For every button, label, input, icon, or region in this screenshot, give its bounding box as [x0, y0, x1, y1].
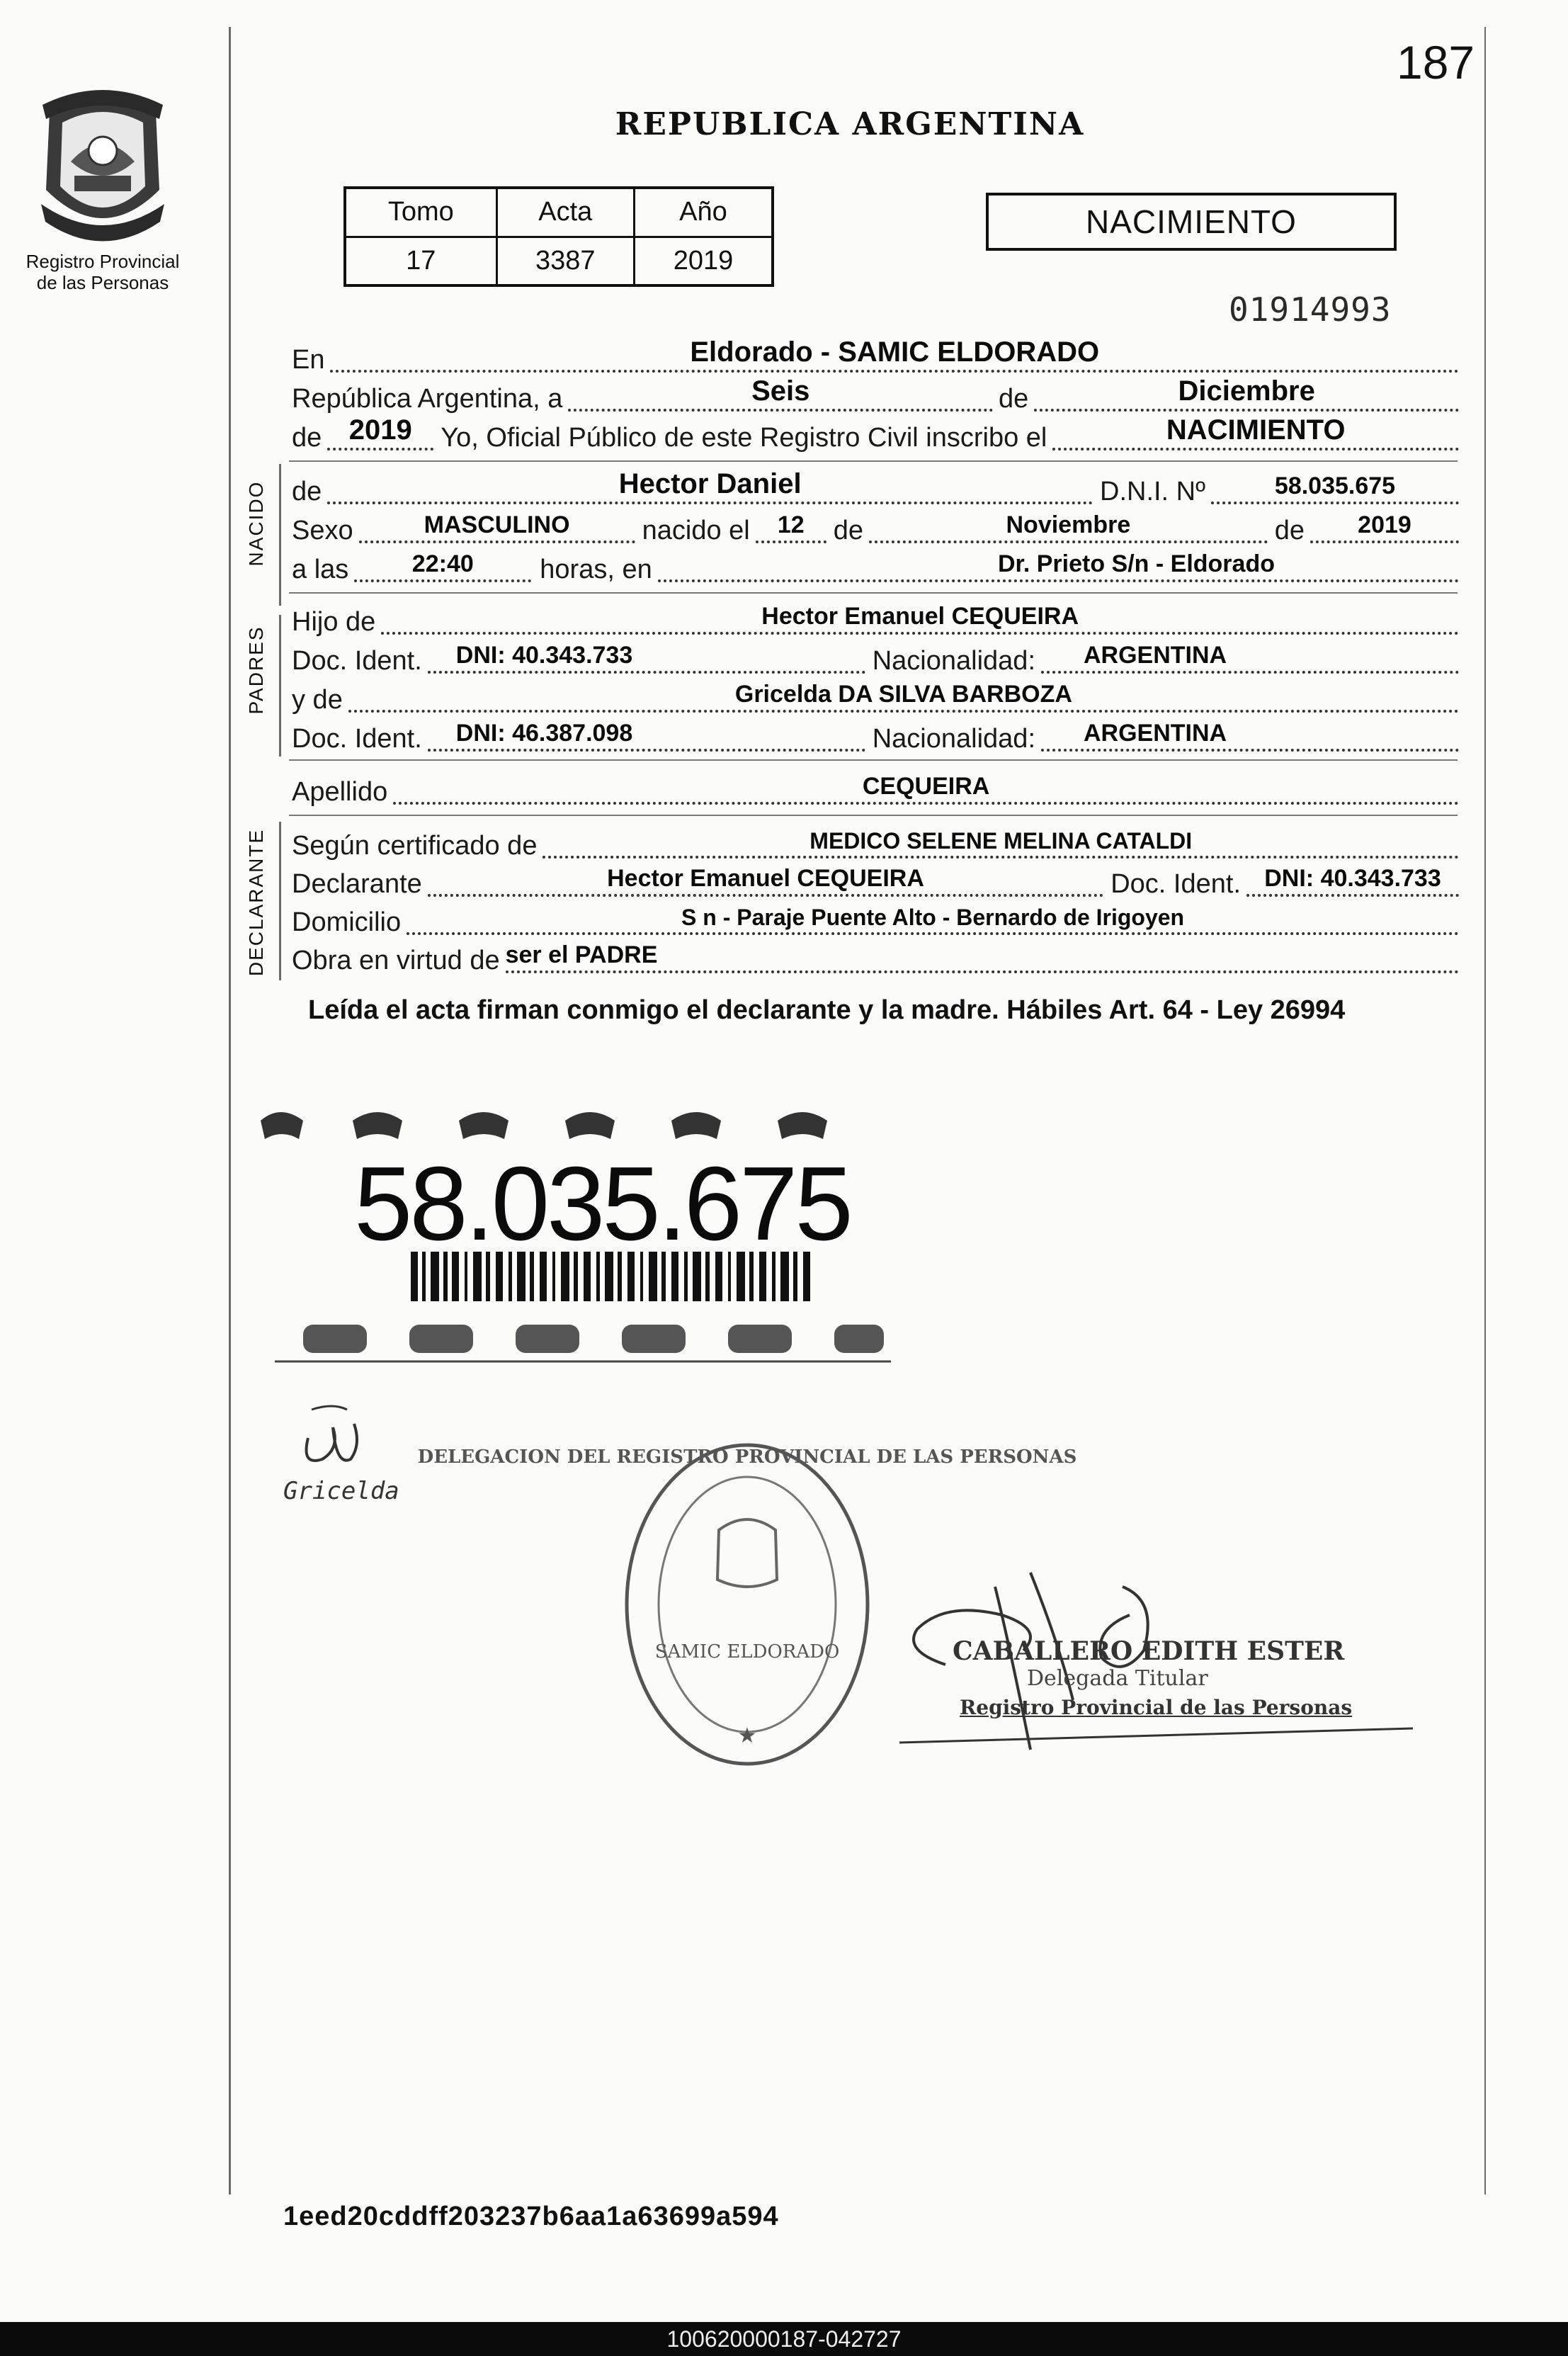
horas-label: horas, en — [540, 555, 652, 584]
birth-place: Dr. Prieto S/n - Eldorado — [997, 550, 1275, 577]
divider — [289, 759, 1458, 761]
birth-day: 12 — [777, 511, 805, 538]
child-dni: 58.035.675 — [1274, 472, 1396, 499]
birth-year: 2019 — [1358, 511, 1411, 538]
misiones-seal-icon — [35, 84, 170, 248]
ano-header: Año — [634, 188, 773, 237]
domicilio-value: S n - Paraje Puente Alto - Bernardo de Irigoyen — [681, 905, 1185, 930]
year-value: 2019 — [348, 414, 412, 446]
hijo-label: Hijo de — [292, 607, 376, 637]
registry-stamp-icon — [417, 1438, 1077, 1771]
nacido-bracket — [279, 464, 281, 606]
record-table — [343, 186, 774, 287]
document-hash: 1eed20cddff203237b6aa1a63699a594 — [283, 2202, 779, 2231]
declarante-doc: DNI: 40.343.733 — [1264, 865, 1441, 892]
domicilio-label: Domicilio — [292, 907, 402, 937]
day-value: Seis — [751, 375, 810, 407]
acta-header: Acta — [496, 188, 634, 237]
de-label-5: de — [1274, 516, 1305, 545]
tomo-value: 17 — [345, 237, 496, 285]
father-doc: DNI: 40.343.733 — [455, 642, 633, 669]
birth-time: 22:40 — [411, 550, 474, 577]
de-label-4: de — [833, 516, 864, 545]
serial-number: 01914993 — [1229, 290, 1392, 329]
a-las-label: a las — [292, 555, 349, 584]
nacido-label: nacido el — [642, 516, 750, 545]
divider — [289, 815, 1458, 816]
svg-text:★: ★ — [737, 1724, 757, 1748]
row-hijo-de — [292, 604, 1459, 638]
row-mother-doc — [292, 720, 1459, 754]
tomo-header: Tomo — [345, 188, 496, 237]
registry-caption: Registro Provincial de las Personas — [25, 251, 180, 293]
row-apellido — [292, 774, 1459, 808]
declarante-bracket — [279, 822, 281, 980]
row-nacido-time — [292, 551, 1459, 585]
mother-nationality: ARGENTINA — [1084, 720, 1227, 747]
right-margin-line — [1484, 27, 1486, 2194]
declarante-label: Declarante — [292, 869, 422, 899]
en-label: En — [292, 345, 325, 375]
father-name: Hector Emanuel CEQUEIRA — [761, 603, 1079, 630]
place-value: Eldorado - SAMIC ELDORADO — [690, 336, 1100, 368]
row-declarante — [292, 866, 1459, 900]
row-nacido-sexo — [292, 512, 1459, 546]
record-type-box: NACIMIENTO — [986, 193, 1397, 251]
ano-value: 2019 — [634, 237, 773, 285]
nacionalidad-label-2: Nacionalidad: — [872, 724, 1035, 754]
doc-label-2: Doc. Ident. — [292, 724, 422, 754]
apellido-value: CEQUEIRA — [862, 773, 990, 800]
dni-label: D.N.I. Nº — [1100, 477, 1205, 506]
de-label-3: de — [292, 477, 322, 506]
mother-doc: DNI: 46.387.098 — [455, 720, 633, 747]
left-margin-line — [229, 27, 231, 2194]
declarante-section-label: DECLARANTE — [245, 828, 267, 977]
de-label: de — [999, 384, 1029, 414]
padres-bracket — [279, 615, 281, 757]
stamp-lettering: DELEGACION DEL REGISTRO PROVINCIAL DE LAS PERSONAS — [417, 1446, 1077, 1468]
country-title: REPUBLICA ARGENTINA — [615, 106, 1085, 142]
row-republica — [292, 375, 1459, 414]
nacido-section-label: NACIDO — [245, 480, 267, 567]
republica-label: República Argentina, a — [292, 384, 563, 414]
row-en — [292, 336, 1459, 375]
row-domicilio — [292, 904, 1459, 938]
father-nationality: ARGENTINA — [1084, 642, 1227, 669]
obra-label: Obra en virtud de — [292, 946, 500, 975]
divider — [289, 592, 1458, 594]
declarante-name: Hector Emanuel CEQUEIRA — [607, 865, 924, 892]
divider — [289, 460, 1458, 462]
certificate-value: MEDICO SELENE MELINA CATALDI — [809, 828, 1193, 854]
cert-label: Según certificado de — [292, 831, 538, 861]
birth-month: Noviembre — [1006, 511, 1131, 538]
nacionalidad-label: Nacionalidad: — [872, 646, 1035, 676]
apellido-label: Apellido — [292, 777, 388, 807]
officer-office: Registro Provincial de las Personas — [960, 1696, 1353, 1719]
obra-value: ser el PADRE — [505, 941, 658, 968]
officer-title: Delegada Titular — [1027, 1666, 1208, 1691]
child-name: Hector Daniel — [618, 468, 802, 499]
page-number: 187 — [1397, 36, 1475, 89]
stamp-center-text: SAMIC ELDORADO — [654, 1641, 840, 1663]
doc-label: Doc. Ident. — [292, 646, 422, 676]
row-obra — [292, 942, 1459, 976]
padres-section-label: PADRES — [245, 625, 267, 715]
sexo-label: Sexo — [292, 516, 353, 545]
oficial-text: Yo, Oficial Público de este Registro Civil inscribo el — [441, 423, 1047, 453]
de-label-2: de — [292, 423, 322, 453]
footer-code: 100620000187-042727 — [0, 2322, 1568, 2356]
y-de-label: y de — [292, 685, 343, 715]
row-father-doc — [292, 642, 1459, 676]
month-value: Diciembre — [1178, 375, 1315, 407]
sexo-value: MASCULINO — [424, 511, 570, 538]
mother-signature-name: Gricelda — [283, 1477, 399, 1505]
officer-name: CABALLERO EDITH ESTER — [953, 1636, 1345, 1666]
row-oficial — [292, 414, 1459, 453]
closing-note: Leída el acta firman conmigo el declarante y la madre. Hábiles Art. 64 - Ley 26994 — [308, 995, 1346, 1025]
sticker-dni-number: 58.035.675 — [354, 1145, 851, 1262]
acta-value: 3387 — [496, 237, 634, 285]
mother-name: Gricelda DA SILVA BARBOZA — [734, 681, 1072, 708]
row-y-de — [292, 681, 1459, 715]
doc-label-3: Doc. Ident. — [1110, 869, 1241, 899]
event-value: NACIMIENTO — [1166, 414, 1346, 446]
row-certificado — [292, 827, 1459, 861]
row-nacido-name — [292, 468, 1459, 507]
